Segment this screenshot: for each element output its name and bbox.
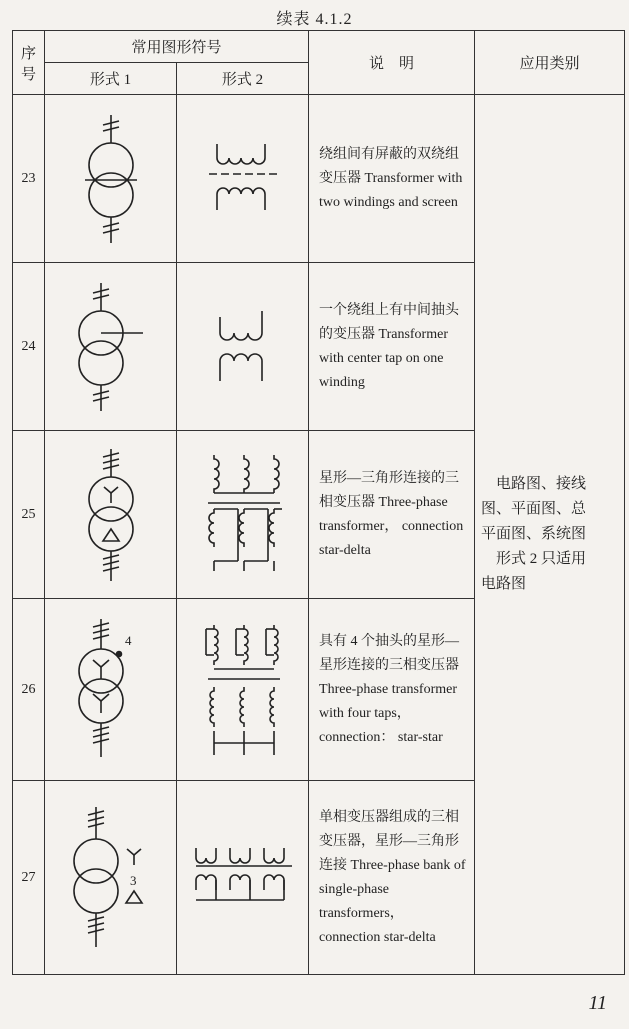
row-description: 具有 4 个抽头的星形—星形连接的三相变压器 Three-phase transformer with four taps， connection： star-star xyxy=(309,599,475,781)
symbols-header: 常用图形符号 xyxy=(45,31,309,63)
app-header: 应用类别 xyxy=(475,31,625,95)
symbol-table xyxy=(12,30,625,975)
application-category: 电路图、接线 图、平面图、总 平面图、系统图 形式 2 只适用 电路图 xyxy=(475,95,625,975)
desc-header: 说 明 xyxy=(309,31,475,95)
page-number: 11 xyxy=(588,992,607,1014)
row-number: 25 xyxy=(13,431,45,599)
form2-header: 形式 2 xyxy=(177,63,309,95)
row-description: 一个绕组上有中间抽头的变压器 Transformer with center tap on one winding xyxy=(309,263,475,431)
three-phase-bank-transformer-form1 xyxy=(66,803,156,953)
row-description: 星形—三角形连接的三相变压器 Three-phase transformer， connection star-delta xyxy=(309,431,475,599)
table-caption: 续表 4.1.2 xyxy=(276,11,353,28)
row-number: 26 xyxy=(13,599,45,781)
center-tap-transformer-form1 xyxy=(71,277,151,417)
star-delta-transformer-form2 xyxy=(198,445,288,585)
row-description: 绕组间有屏蔽的双绕组变压器 Transformer with two windings and screen xyxy=(309,95,475,263)
table-row xyxy=(13,95,625,263)
form1-header: 形式 1 xyxy=(45,63,177,95)
star-star-four-tap-transformer-form1 xyxy=(71,615,151,765)
tap-count-label: 4 xyxy=(124,632,131,648)
three-phase-bank-transformer-form2 xyxy=(188,828,298,928)
row-number: 23 xyxy=(13,95,45,263)
star-star-four-tap-transformer-form2 xyxy=(198,615,288,765)
row-description: 单相变压器组成的三相变压器，星形—三角形连接 Three-phase bank of single-phase transformers， connection star-delta xyxy=(309,781,475,975)
star-delta-transformer-form1 xyxy=(81,445,141,585)
phase-count-label: 3 xyxy=(129,872,136,888)
two-winding-screen-transformer-form1 xyxy=(81,109,141,249)
row-number: 24 xyxy=(13,263,45,431)
center-tap-transformer-form2 xyxy=(208,297,278,397)
two-winding-screen-transformer-form2 xyxy=(203,124,283,234)
seq-header: 序 号 xyxy=(13,31,45,95)
row-number: 27 xyxy=(13,781,45,975)
